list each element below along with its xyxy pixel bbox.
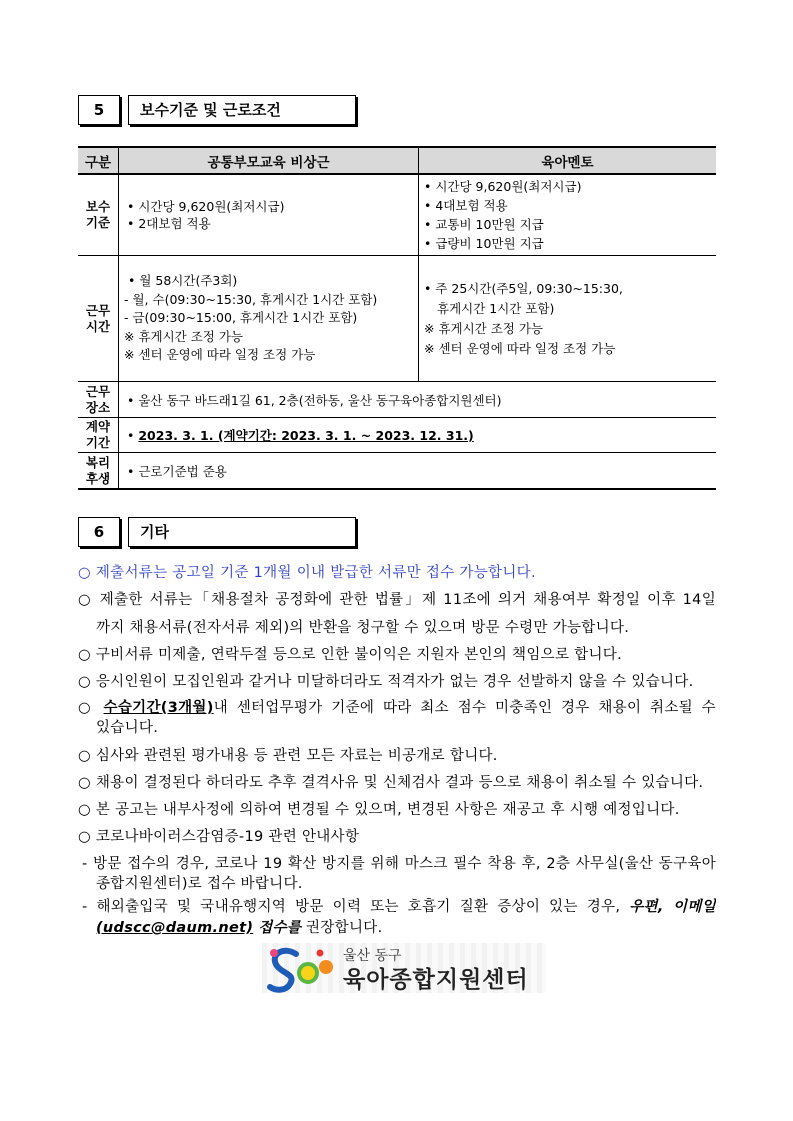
contract-value [119,418,716,452]
cell-line: • 4대보험 적용 [424,198,508,213]
logo-dot-pink [270,949,278,957]
hours-part-time [119,256,418,381]
header-category: 구분 [84,154,112,171]
submission-emphasis: 접수를 [258,920,302,936]
note-no-qualified: ○ 응시인원이 모집인원과 같거나 미달하더라도 적격자가 없는 경우 선발하지 않을 수 있습니다. [78,674,694,690]
row-label-welfare: 복리 후생 [85,454,111,486]
note-probation-cont: 있습니다. [96,720,159,736]
conditions-table [78,146,716,490]
submission-methods: 우편, 이메일 [629,899,716,915]
cell-line: • 교통비 10만원 지급 [424,217,544,232]
probation-text: 내 센터업무평가 기준에 따라 최소 점수 미충족인 경우 채용이 취소될 수 [213,700,716,716]
row-label-pay: 보수 기준 [85,199,111,230]
row-label-contract: 계약 기간 [85,419,111,450]
cell-line: • 주 25시간(주5일, 09:30~15:30, [424,280,623,296]
section-5-number: 5 [78,95,120,125]
cell-line: ※ 휴게시간 조정 가능 [124,328,243,344]
contract-period: 2023. 3. 1. (계약기간: 2023. 3. 1. ~ 2023. 12. 31.) [138,428,474,443]
note-return-documents-cont: 까지 채용서류(전자서류 제외)의 반환을 청구할 수 있으며 방문 수령만 가능합니다. [96,620,630,636]
header-part-time: 공통부모교육 비상근 [207,154,330,171]
section-5-title: 보수기준 및 근로조건 [128,95,356,125]
section-6-title: 기타 [128,517,356,547]
probation-period: 수습기간(3개월) [103,700,214,716]
place-value: • 울산 동구 바드래1길 61, 2층(전하동, 울산 동구육아종합지원센터) [127,392,502,408]
table-bottom-border [78,488,716,490]
overseas-text: - 해외출입국 및 국내유행지역 방문 이력 또는 호흡기 질환 증상이 있는 경우, [82,899,621,915]
note-probation [78,697,716,719]
email-link[interactable]: (udscc@daum.net) [96,920,254,936]
note-missing-documents: ○ 구비서류 미제출, 연락두절 등으로 인한 불이익은 지원자 본인의 책임으로 합니다. [78,647,622,663]
row-label-place: 근무 장소 [85,383,111,415]
hours-mentor [419,256,716,381]
cell-line: ※ 휴게시간 조정 가능 [424,320,543,336]
note-covid-visit-cont: 종합지원센터)로 접수 바랍니다. [96,876,303,892]
note-documents-validity: ○ 제출서류는 공고일 기준 1개월 이내 발급한 서류만 접수 가능합니다. [78,565,536,581]
pay-part-time [119,175,418,255]
note-cancellation: ○ 채용이 결정된다 하더라도 추후 결격사유 및 신체검사 결과 등으로 채용이 취소될 수 있습니다. [78,775,704,791]
row-label-hours: 근무 시간 [85,302,111,334]
cell-line: 휴게시간 1시간 포함) [437,300,555,316]
cell-line: • 시간당 9,620원(최저시급) [424,179,582,194]
bullet: • [127,428,135,443]
cell-line: ※ 센터 운영에 따라 일정 조정 가능 [124,347,316,363]
header-mentor: 육아멘토 [541,154,594,171]
note-private-evaluation: ○ 심사와 관련된 평가내용 등 관련 모든 자료는 비공개로 합니다. [78,748,498,764]
logo-dot-red [317,950,324,957]
recommend-text: 권장합니다. [306,920,383,936]
logo-region-text: 울산 동구 [343,948,402,964]
cell-line: - 금(09:30~15:00, 휴게시간 1시간 포함) [124,310,358,326]
note-bullet: ○ [78,700,95,716]
cell-line: • 2대보험 적용 [127,216,211,231]
section-6-number: 6 [78,517,120,547]
note-return-documents: ○ 제출한 서류는「채용절차 공정화에 관한 법률」제 11조에 의거 채용여부 확정일 이후 14일 [78,592,716,608]
note-notice-change: ○ 본 공고는 내부사정에 의하여 변경될 수 있으며, 변경된 사항은 재공고 후 시행 예정입니다. [78,802,680,818]
cell-line: ※ 센터 운영에 따라 일정 조정 가능 [424,340,616,356]
cell-line: • 시간당 9,620원(최저시급) [127,199,285,214]
cell-line: • 급량비 10만원 지급 [424,236,544,251]
center-logo-icon [266,945,340,993]
note-covid-overseas [82,896,716,918]
note-covid-visit: - 방문 접수의 경우, 코로나 19 확산 방지를 위해 마스크 필수 착용 후, 2층 사무실(울산 동구육아 [82,856,716,872]
logo-ring-green [299,964,317,982]
cell-line: • 월 58시간(주3회) [128,273,238,289]
welfare-value: • 근로기준법 준용 [127,463,227,479]
pay-mentor [419,175,716,255]
note-covid-overseas-cont [78,917,716,939]
logo-dot-orange [319,960,333,974]
cell-line: - 월, 수(09:30~15:30, 휴게시간 1시간 포함) [124,291,378,307]
note-covid-heading: ○ 코로나바이러스감염증-19 관련 안내사항 [78,829,360,845]
logo-name-text: 육아종합지원센터 [343,967,529,993]
